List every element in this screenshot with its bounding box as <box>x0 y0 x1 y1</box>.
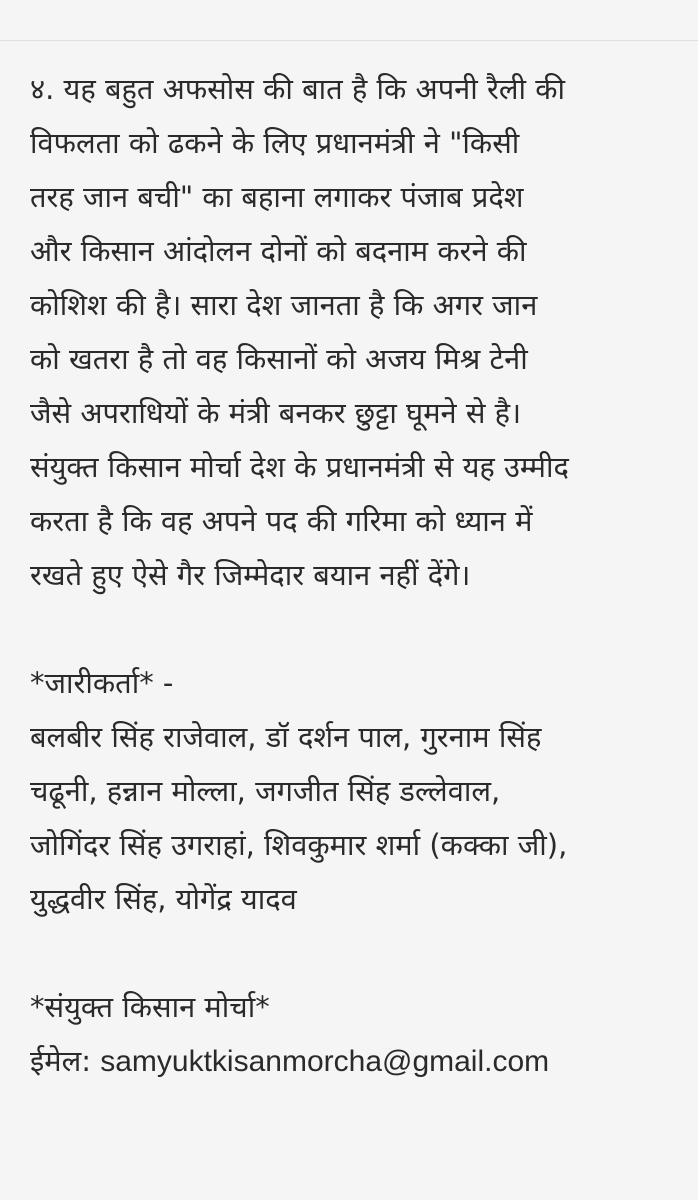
footer-block <box>30 980 680 1089</box>
paragraph-line: और किसान आंदोलन दोनों को बदनाम करने की <box>30 234 527 268</box>
blank-line <box>30 602 680 656</box>
paragraph-line: करता है कि वह अपने पद की गरिमा को ध्यान में <box>30 504 533 538</box>
issuers-line: बलबीर सिंह राजेवाल, डॉ दर्शन पाल, गुरनाम सिंह <box>30 720 542 754</box>
statement-paragraph <box>30 62 680 602</box>
paragraph-line: संयुक्त किसान मोर्चा देश के प्रधानमंत्री से यह उम्मीद <box>30 450 569 484</box>
top-divider <box>0 40 698 41</box>
issuers-heading: *जारीकर्ता* - <box>30 666 174 700</box>
email-address[interactable]: samyuktkisanmorcha@gmail.com <box>100 1045 550 1078</box>
organization-name: *संयुक्त किसान मोर्चा* <box>30 990 270 1024</box>
paragraph-line: रखते हुए ऐसे गैर जिम्मेदार बयान नहीं देंगे। <box>30 558 471 592</box>
paragraph-line: विफलता को ढकने के लिए प्रधानमंत्री ने "किसी <box>30 126 520 160</box>
email-line <box>30 1034 680 1089</box>
paragraph-line: को खतरा है तो वह किसानों को अजय मिश्र टेनी <box>30 342 528 376</box>
document-body <box>30 62 680 1089</box>
paragraph-line: ४. यह बहुत अफसोस की बात है कि अपनी रैली की <box>30 72 566 106</box>
issuers-block <box>30 656 680 926</box>
email-label: ईमेल: <box>30 1044 92 1078</box>
paragraph-line: जैसे अपराधियों के मंत्री बनकर छुट्टा घूमने से है। <box>30 396 522 430</box>
issuers-line: जोगिंदर सिंह उगराहां, शिवकुमार शर्मा (कक्का जी), <box>30 828 568 862</box>
blank-line <box>30 926 680 980</box>
issuers-line: युद्धवीर सिंह, योगेंद्र यादव <box>30 882 297 916</box>
issuers-line: चढूनी, हन्नान मोल्ला, जगजीत सिंह डल्लेवाल, <box>30 774 501 808</box>
paragraph-line: कोशिश की है। सारा देश जानता है कि अगर जान <box>30 288 538 322</box>
paragraph-line: तरह जान बची" का बहाना लगाकर पंजाब प्रदेश <box>30 180 524 214</box>
